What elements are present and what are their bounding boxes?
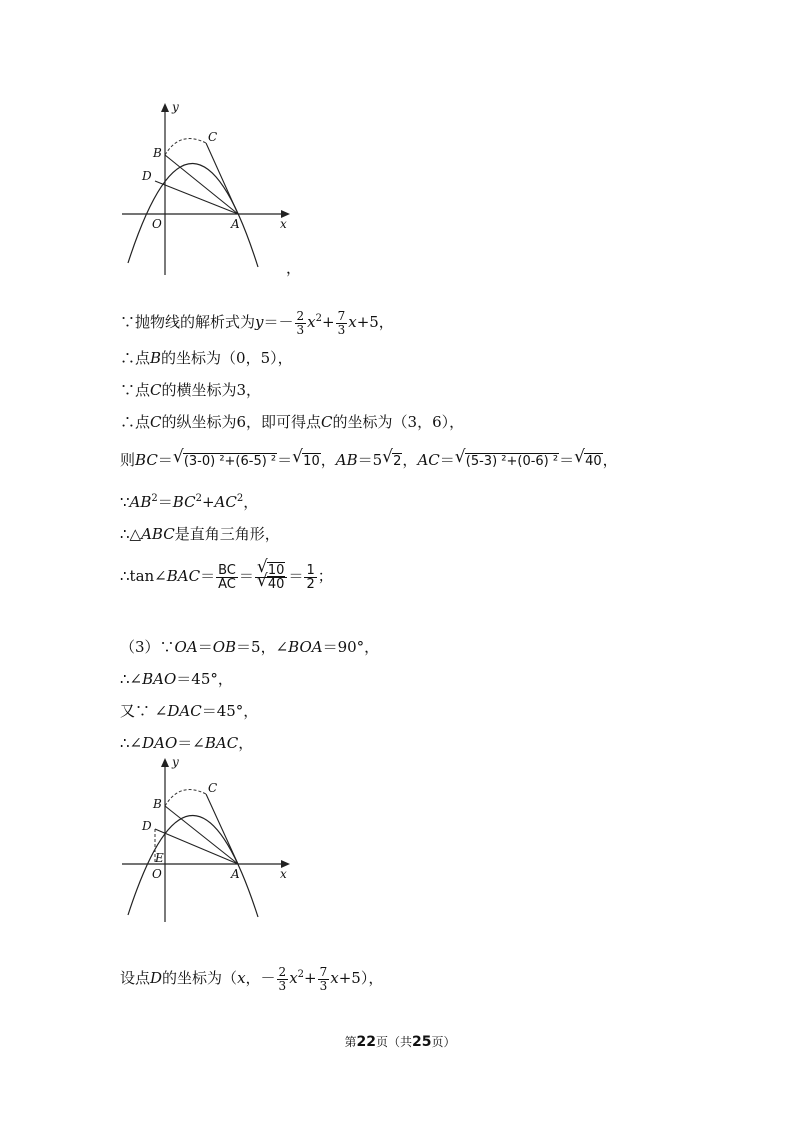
segment-ba — [165, 806, 238, 864]
line-tan-bac: ∴tan∠BAC＝ $\frac{BC}{AC}$ ＝ √ 10 √ 40 ＝ $\frac{1}{2}$ ； — [120, 560, 333, 592]
label-x: x — [280, 217, 287, 231]
label-y: y — [172, 100, 179, 114]
line-point-b: ∴点B的坐标为（0，5）， — [120, 349, 293, 367]
label-o: O — [152, 867, 162, 881]
line-point-c-x: ∵点C的横坐标为3， — [120, 381, 262, 399]
y-axis-arrow — [161, 758, 169, 767]
line-point-d: 设点D的坐标为（x，－ $\frac{2}{3}$ $x^2+$ $\frac{7}{3}$ x+5）， — [120, 964, 384, 993]
parabola-figure-2 — [110, 750, 310, 925]
label-b: B — [153, 797, 162, 811]
parabola-figure-1 — [110, 95, 310, 280]
label-x: x — [280, 867, 287, 881]
figure-1-trailing-comma: ， — [286, 259, 302, 277]
line-parabola-expression: ∵抛物线的解析式为y＝－ $\frac{2}{3}$ $x^2+$ $\frac{7}{3}$ x+5， — [120, 308, 394, 337]
segment-da — [155, 829, 238, 864]
label-d: D — [142, 169, 152, 183]
label-y: y — [172, 755, 179, 769]
line-right-triangle: ∴△ABC是直角三角形， — [120, 525, 280, 543]
label-a: A — [231, 867, 240, 881]
line-pythagoras: $\because AB^2=BC^2+AC^2$， — [120, 493, 259, 511]
label-c: C — [208, 130, 218, 144]
label-e: E — [155, 851, 164, 865]
line-point-c-y: ∴点C的纵坐标为6，即可得点C的坐标为（3，6）， — [120, 413, 465, 431]
line-angle-bao: ∴∠BAO＝45°， — [120, 670, 233, 688]
segment-ca — [206, 794, 238, 864]
page-footer: 第22页（共25页） — [344, 1034, 456, 1050]
label-o: O — [152, 217, 162, 231]
line-angle-dac: 又∵ ∠DAC＝45°， — [120, 702, 259, 720]
label-d: D — [142, 819, 152, 833]
label-a: A — [231, 217, 240, 231]
line-part-3-start: （3）∵OA＝OB＝5，∠BOA＝90°， — [120, 638, 380, 656]
line-angle-dao: ∴∠DAO＝∠BAC， — [120, 734, 254, 752]
dashed-arc-bc — [165, 790, 206, 806]
dashed-arc-bc — [165, 139, 206, 155]
current-page-number: 22 — [356, 1034, 376, 1050]
label-b: B — [153, 146, 162, 160]
label-c: C — [208, 781, 218, 795]
segment-ba — [165, 155, 238, 214]
y-axis-arrow — [161, 103, 169, 112]
total-page-count: 25 — [412, 1034, 432, 1050]
line-lengths: 则BC＝√ (3-0) ²+(6-5) ²＝√ 10，AB＝5√ 2，AC＝√ (5-3) ²+(0-6) ²＝√ 40， — [120, 450, 618, 472]
